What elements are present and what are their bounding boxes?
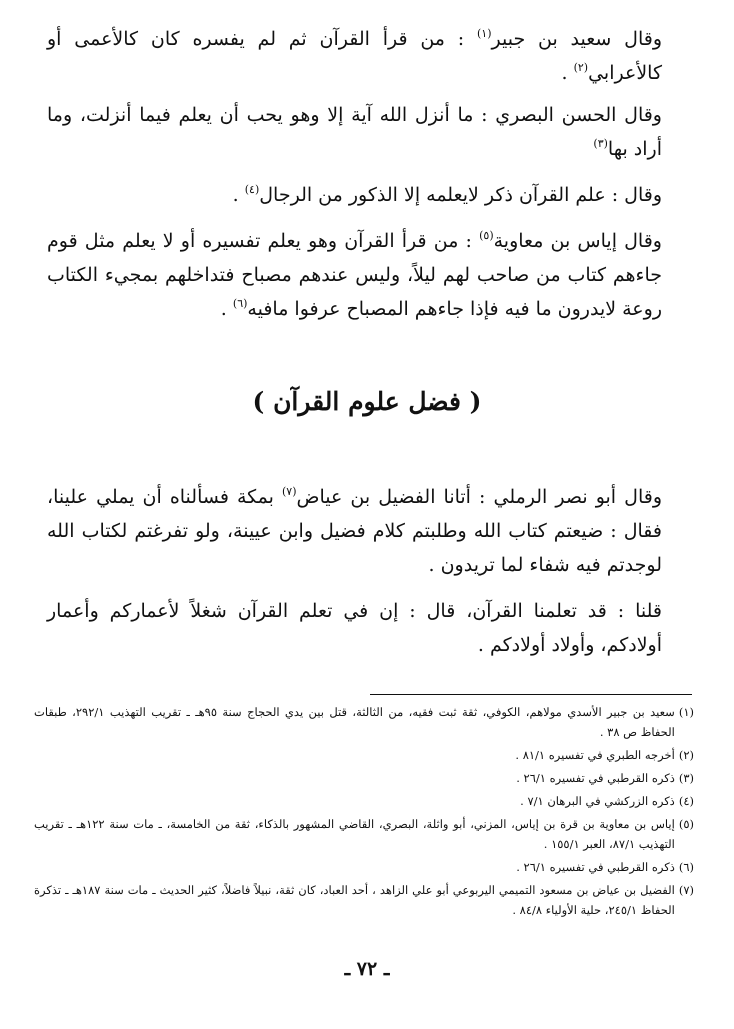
footnote-text: ذكره الزركشي في البرهان ٧/١ . xyxy=(520,794,675,808)
paragraph-text: وقال : علم القرآن ذكر لايعلمه إلا الذكور من الرجال xyxy=(259,184,662,206)
footnote-text: سعيد بن جبير الأسدي مولاهم، الكوفي، ثقة ثبت فقيه، من الثالثة، قتل بين يدي الحجاج سنة ٩٥هـ ـ تقريب التهذيب ٢٩٢/١، طبقات الحفاظ ص ٣٨ . xyxy=(34,705,675,739)
footnote-item xyxy=(34,814,694,854)
footnote-ref: (٥) xyxy=(479,229,494,242)
footnote-number: (١) xyxy=(678,705,694,719)
footnote-number: (٦) xyxy=(678,860,694,874)
footnote-number: (٣) xyxy=(678,771,694,785)
paragraph-text: وقال إياس بن معاوية xyxy=(493,230,662,252)
footnote-divider xyxy=(370,694,692,695)
paragraph-text: بمكة فسألناه أن يملي علينا، فقال : ضيعتم كتاب الله وطلبتم كلام فضيل وابن عيينة، ولو تفرغتم لكتاب الله لوجدتم فيه شفاء لما تريدون . xyxy=(47,486,662,576)
footnote-ref: (٣) xyxy=(593,137,608,150)
paragraph-knowledge-of-quran xyxy=(47,178,662,212)
paragraph-text: وقال سعيد بن جبير xyxy=(491,28,663,50)
footnote-item xyxy=(34,791,694,811)
footnote-item xyxy=(34,702,694,742)
paragraph-saeed-ibn-jubayr xyxy=(47,22,662,90)
footnote-item xyxy=(34,880,694,920)
paragraph-text: قلنا : قد تعلمنا القرآن، قال : إن في تعلم القرآن شغلاً لأعماركم وأعمار أولادكم، وأولاد أولادكم . xyxy=(47,600,662,656)
paragraph-text: . xyxy=(561,62,574,84)
footnote-number: (٥) xyxy=(678,817,694,831)
footnote-item xyxy=(34,857,694,877)
footnotes-list xyxy=(34,702,694,923)
footnote-ref: (٦) xyxy=(232,297,248,310)
footnote-ref: (١) xyxy=(477,27,492,40)
footnote-number: (٢) xyxy=(678,748,694,762)
section-heading: ( فضل علوم القرآن ) xyxy=(252,387,482,416)
paragraph-text: : من قرأ القرآن ثم لم يفسره كان كالأعمى أو كالأعرابي xyxy=(47,28,662,84)
footnote-ref: (٧) xyxy=(281,485,297,498)
page-number: ـ ٧٢ ـ xyxy=(344,958,390,980)
paragraph-text: . xyxy=(232,184,245,206)
footnote-ref: (٢) xyxy=(573,61,589,74)
footnote-ref: (٤) xyxy=(244,183,260,196)
paragraph-we-learned-quran xyxy=(47,594,662,662)
paragraph-abu-nasr-ramli xyxy=(47,480,662,582)
footnote-text: ذكره القرطبي في تفسيره ٢٦/١ . xyxy=(516,860,675,874)
paragraph-text: وقال أبو نصر الرملي : أتانا الفضيل بن عياض xyxy=(296,486,662,508)
paragraph-text: . xyxy=(220,298,233,320)
footnote-text: الفضيل بن عياض بن مسعود التميمي اليربوعي أبو علي الزاهد ، أحد العباد، كان ثقة، نبيلاً فاضلاً، كثير الحديث ـ مات سنة ١٨٧هـ ـ تذكرة الحفاظ ٢٤٥/١، حلية الأولياء ٨٤/٨ . xyxy=(34,883,675,917)
footnote-number: (٧) xyxy=(678,883,694,897)
footnote-item xyxy=(34,745,694,765)
paragraph-hasan-basri xyxy=(47,98,662,166)
footnote-item xyxy=(34,768,694,788)
paragraph-text: : من قرأ القرآن وهو يعلم تفسيره أو لا يعلم مثل قوم جاءهم كتاب من صاحب لهم ليلاً، وليس عندهم مصباح فتداخلهم بمجيء الكتاب روعة لايدرون ما فيه فإذا جاءهم المصباح عرفوا مافيه xyxy=(47,230,662,320)
paragraph-iyas-ibn-muawiya xyxy=(47,224,662,326)
footnote-text: إياس بن معاوية بن قرة بن إياس، المزني، أبو واثلة، البصري، القاضي المشهور بالذكاء، ثقة من الخامسة، ـ مات سنة ١٢٢هـ ـ تقريب التهذيب ٨٧/١، العبر ١٥٥/١ . xyxy=(34,817,675,851)
footnote-text: ذكره القرطبي في تفسيره ٢٦/١ . xyxy=(516,771,675,785)
footnote-number: (٤) xyxy=(678,794,694,808)
footnote-text: أخرجه الطبري في تفسيره ٨١/١ . xyxy=(515,748,675,762)
paragraph-text: وقال الحسن البصري : ما أنزل الله آية إلا وهو يحب أن يعلم فيما أنزلت، وما أراد بها xyxy=(47,104,662,160)
